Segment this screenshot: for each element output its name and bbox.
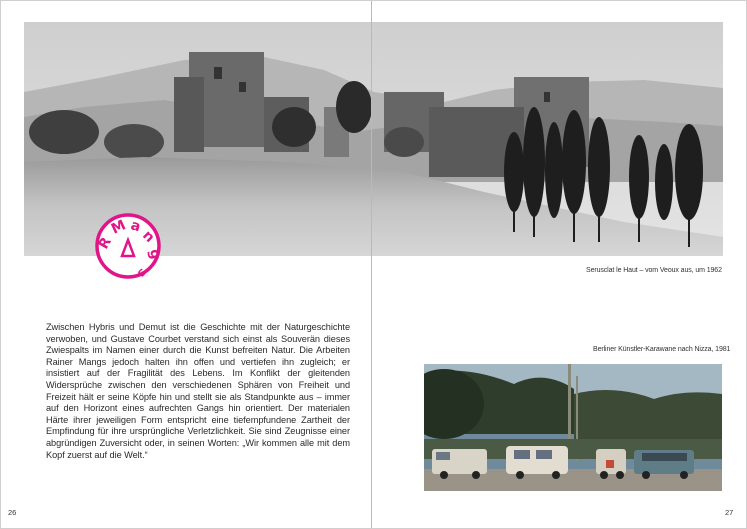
svg-text:g: g (146, 247, 164, 261)
page-number-left: 26 (8, 508, 17, 517)
page-gutter (371, 0, 372, 529)
svg-text:n: n (139, 227, 158, 246)
page-number-right: 27 (725, 508, 734, 517)
caption-caravan: Berliner Künstler-Karawane nach Nizza, 1981 (593, 346, 731, 353)
svg-text:R: R (95, 234, 115, 252)
svg-text:a: a (128, 217, 143, 236)
mangs-stamp-logo (92, 210, 164, 282)
caption-panorama: Serusclat le Haut – vom Veoux aus, um 1962 (586, 267, 722, 274)
body-paragraph: Zwischen Hybris und Demut ist die Geschichte mit der Naturgeschichte verwoben, und Gustave Courbet verstand sich einst als Souverän dieses Zwiespalts im Namen einer durch die Kunst befreiten Natur. Die Arbeiten Rainer Mangs jedoch halten ihn offen und vertiefen ihn zugleich; er insistiert auf der Fragilität des Lebens. Im Konflikt der gleitenden Widersprüche zwischen den verschiedenen Sphären von Freiheit und Freizeit hält er seine Köpfe hin und stellt sie als Standpunkte aus – immer auf den Horizont eines aufrechten Gangs hin orientiert. Der materialen Härte ihrer jeweiligen Form entspricht eine tiefempfundene Zartheit der Empfindung für ihre ursprüngliche Verletzlichkeit. Sie sind Zeugnisse einer abgründigen Zuversicht oder, in seinen Worten: „Wir kommen alle mit dem Kopf zuerst auf die Welt.“ (46, 322, 350, 460)
caravan-photo (424, 364, 722, 491)
svg-text:M: M (108, 217, 129, 238)
svg-text:s: s (134, 265, 150, 281)
